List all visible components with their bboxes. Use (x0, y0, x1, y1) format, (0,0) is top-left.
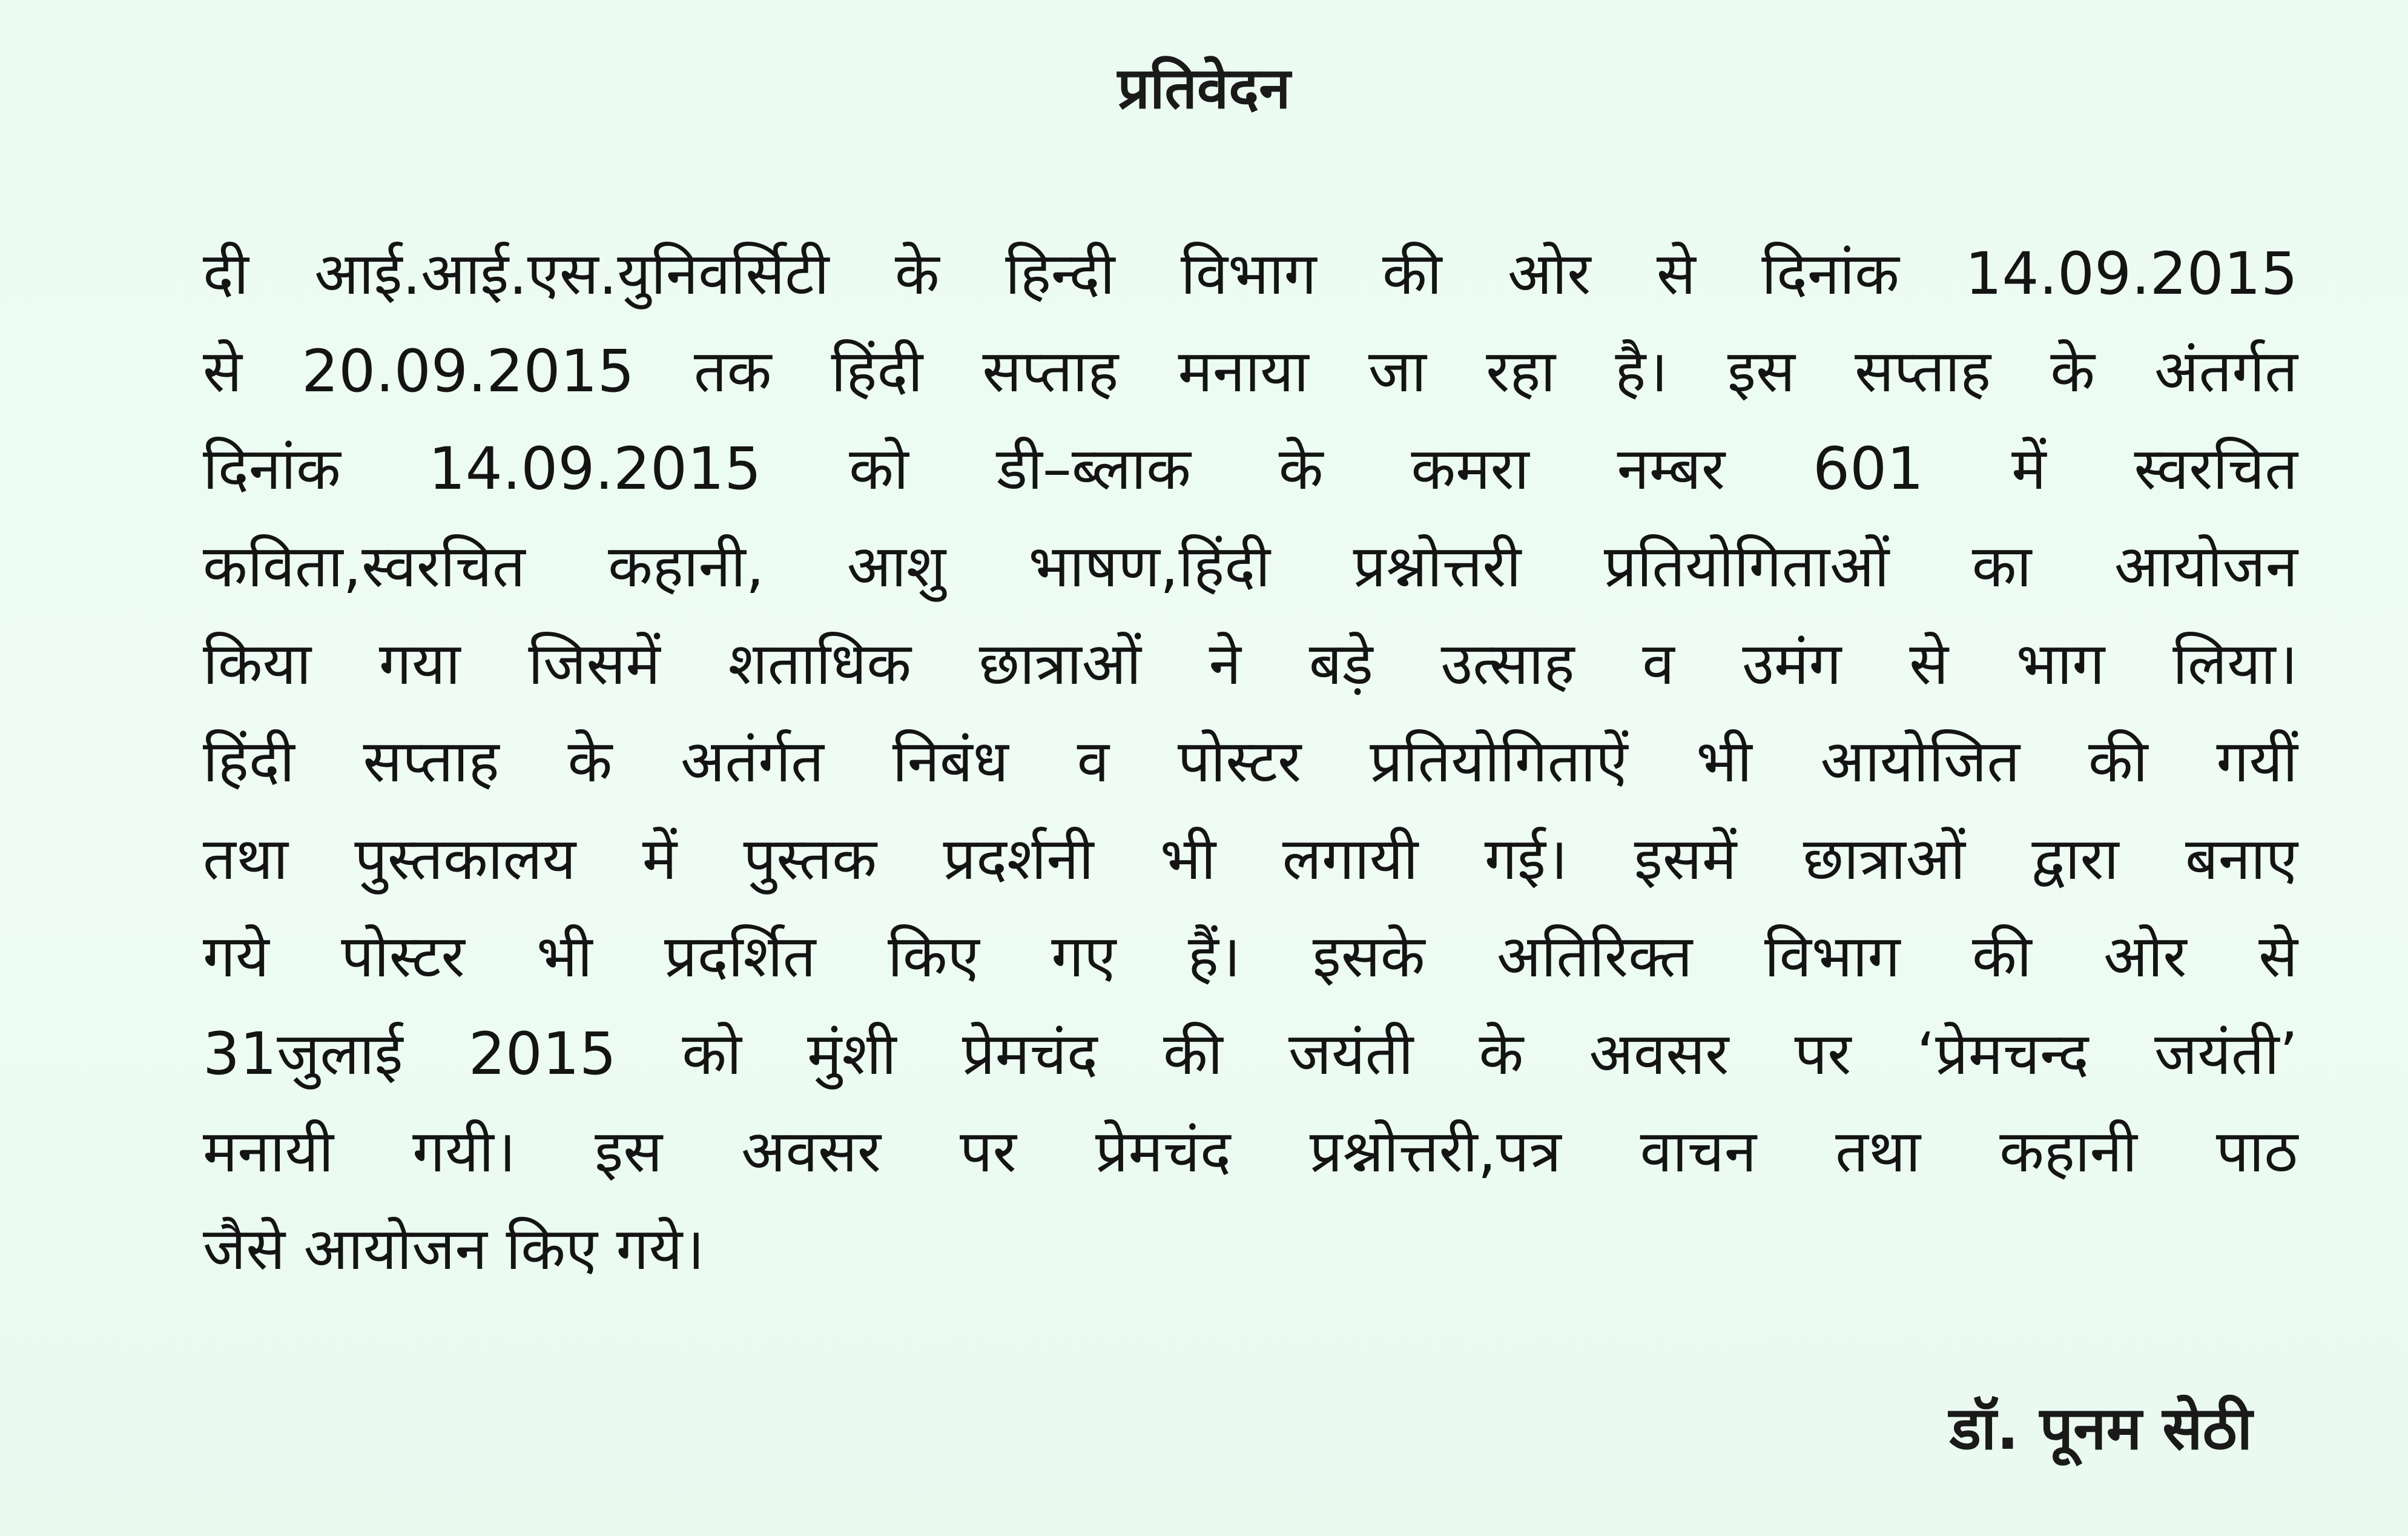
report-line: किया गया जिसमें शताधिक छात्राओं ने बड़े उत्साह व उमंग से भाग लिया। (203, 630, 2298, 698)
report-line: दिनांक 14.09.2015 को डी–ब्लाक के कमरा नम्बर 601 में स्वरचित (203, 435, 2298, 503)
report-line: कविता,स्वरचित कहानी, आशु भाषण,हिंदी प्रश्नोत्तरी प्रतियोगिताओं का आयोजन (203, 532, 2298, 600)
report-line: गये पोस्टर भी प्रदर्शित किए गए हैं। इसके अतिरिक्त विभाग की ओर से (203, 922, 2298, 990)
report-line: 31जुलाई 2015 को मुंशी प्रेमचंद की जयंती के अवसर पर ‘प्रेमचन्द जयंती’ (203, 1020, 2298, 1088)
page-title: प्रतिवेदन (1117, 56, 1291, 122)
report-line-last: जैसे आयोजन किए गये। (203, 1215, 705, 1283)
report-line: दी आई.आई.एस.युनिवर्सिटी के हिन्दी विभाग की ओर से दिनांक 14.09.2015 (203, 240, 2298, 308)
report-line: से 20.09.2015 तक हिंदी सप्ताह मनाया जा रहा है। इस सप्ताह के अंतर्गत (203, 337, 2298, 405)
report-body (203, 225, 2298, 1298)
report-line: मनायी गयी। इस अवसर पर प्रेमचंद प्रश्नोत्तरी,पत्र वाचन तथा कहानी पाठ (203, 1117, 2298, 1185)
report-line: हिंदी सप्ताह के अतंर्गत निबंध व पोस्टर प्रतियोगिताऐं भी आयोजित की गयीं (203, 727, 2298, 795)
report-line: तथा पुस्तकालय में पुस्तक प्रदर्शनी भी लगायी गई। इसमें छात्राओं द्वारा बनाए (203, 825, 2298, 893)
signature-name: डॉ. पूनम सेठी (1949, 1394, 2252, 1463)
